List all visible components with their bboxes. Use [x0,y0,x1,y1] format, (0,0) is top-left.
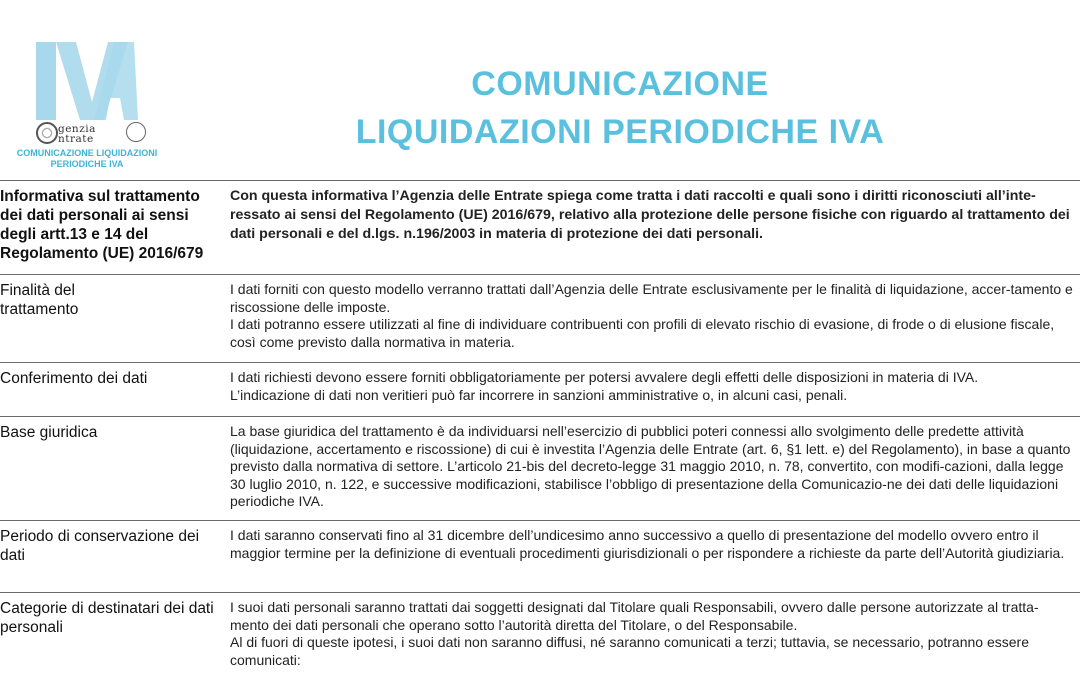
section-finalita [0,274,1080,357]
section-text [230,281,1076,351]
section-text [230,369,1076,404]
section-label: Periodo di conservazione dei dati [0,528,200,564]
section-label: Categorie di destinatari dei dati personali [0,600,214,636]
section-base-giuridica [0,416,1080,517]
paragraph: La base giuridica del trattamento è da individuarsi nell’esercizio di pubblici poteri connessi allo svolgimento delle predette attività (liquidazione, accertamento e riscossione) di cui è investita l’Agenzia delle Entrate (art. 6, §1 lett. e) del Regolamento), in base a quanto previsto dalla normativa di settore. L’articolo 21-bis del decreto-legge 31 maggio 2010, n. 78, convertito, con modifi-cazioni, dalla legge 30 luglio 2010, n. 122, e successive modificazioni, stabilisce l’obbligo di presentazione della Comunicazio-ne dei dati delle liquidazioni periodiche IVA. [230,423,1071,509]
section-label: Base giuridica [0,424,98,441]
section-label: Informativa sul trattamento dei dati personali ai sensi degli artt.13 e 14 del Regolamento (UE) 2016/679 [0,188,204,262]
paragraph: I dati saranno conservati fino al 31 dicembre dell’undicesimo anno successivo a quello di presentazione del modello ovvero entro il maggior termine per la definizione di eventuali procedimenti giurisdizionali o per rispondere a richieste da parte dell’Autorità giudiziaria. [230,527,1065,561]
section-periodo-conservazione [0,520,1080,591]
paragraph: Con questa informativa l’Agenzia delle Entrate spiega come tratta i dati raccolti e quali sono i diritti riconosciuti all’inte-ressato ai sensi del Regolamento (UE) 2016/679, relativo alla protezione delle persone fisiche con riguardo al trattamento dei dati personali e del d.lgs. n.196/2003 in materia di protezione dei dati personali. [230,188,1070,242]
agency-line-1: genzia [58,123,96,135]
republic-seal-icon [126,122,146,142]
title-line-2: LIQUIDAZIONI PERIODICHE IVA [355,113,885,151]
document-title [300,60,940,156]
section-informativa [0,180,1080,273]
section-text [230,423,1076,511]
paragraph: I dati potranno essere utilizzati al fine di individuare contribuenti con profili di elevato rischio di evasione, di frode o di elusione fiscale, così come previsto dalla normativa in materia. [230,316,1055,350]
paragraph: I suoi dati personali saranno trattati dai soggetti designati dal Titolare quali Responsabili, ovvero dalle persone autorizzate al tratta-mento dei dati personali che operano sotto l’autorità diretta del Titolare, o del Responsabile. [230,599,1039,633]
title-line-1: COMUNICAZIONE [471,65,769,103]
section-label: Conferimento dei dati [0,370,148,387]
logo-caption-line-2: PERIODICHE IVA [50,159,124,169]
paragraph: I dati forniti con questo modello verranno trattati dall’Agenzia delle Entrate esclusivamente per le finalità di liquidazione, accer-tamento e riscossione delle imposte. [230,281,1073,315]
section-text [230,527,1076,562]
logo-caption [6,148,168,170]
paragraph: Al di fuori di queste ipotesi, i suoi dati non saranno diffusi, né saranno comunicati a terzi; tuttavia, se necessario, potranno essere comunicati: [230,634,1029,668]
section-text [230,599,1076,669]
iva-logo-letters [34,40,138,122]
section-text [230,187,1076,244]
agency-line-2: ntrate [58,133,94,145]
paragraph: I dati richiesti devono essere forniti obbligatoriamente per potersi avvalere degli effetti delle disposizioni in materia di IVA. [230,369,979,385]
agency-emblem-icon [36,122,58,144]
section-label: Finalità del trattamento [0,282,79,318]
agenzia-entrate-mark [36,120,146,148]
paragraph: L’indicazione di dati non veritieri può far incorrere in sanzioni amministrative o, in alcuni casi, penali. [230,386,848,403]
section-destinatari [0,592,1080,676]
section-conferimento [0,362,1080,415]
logo-caption-line-1: COMUNICAZIONE LIQUIDAZIONI [16,148,158,158]
